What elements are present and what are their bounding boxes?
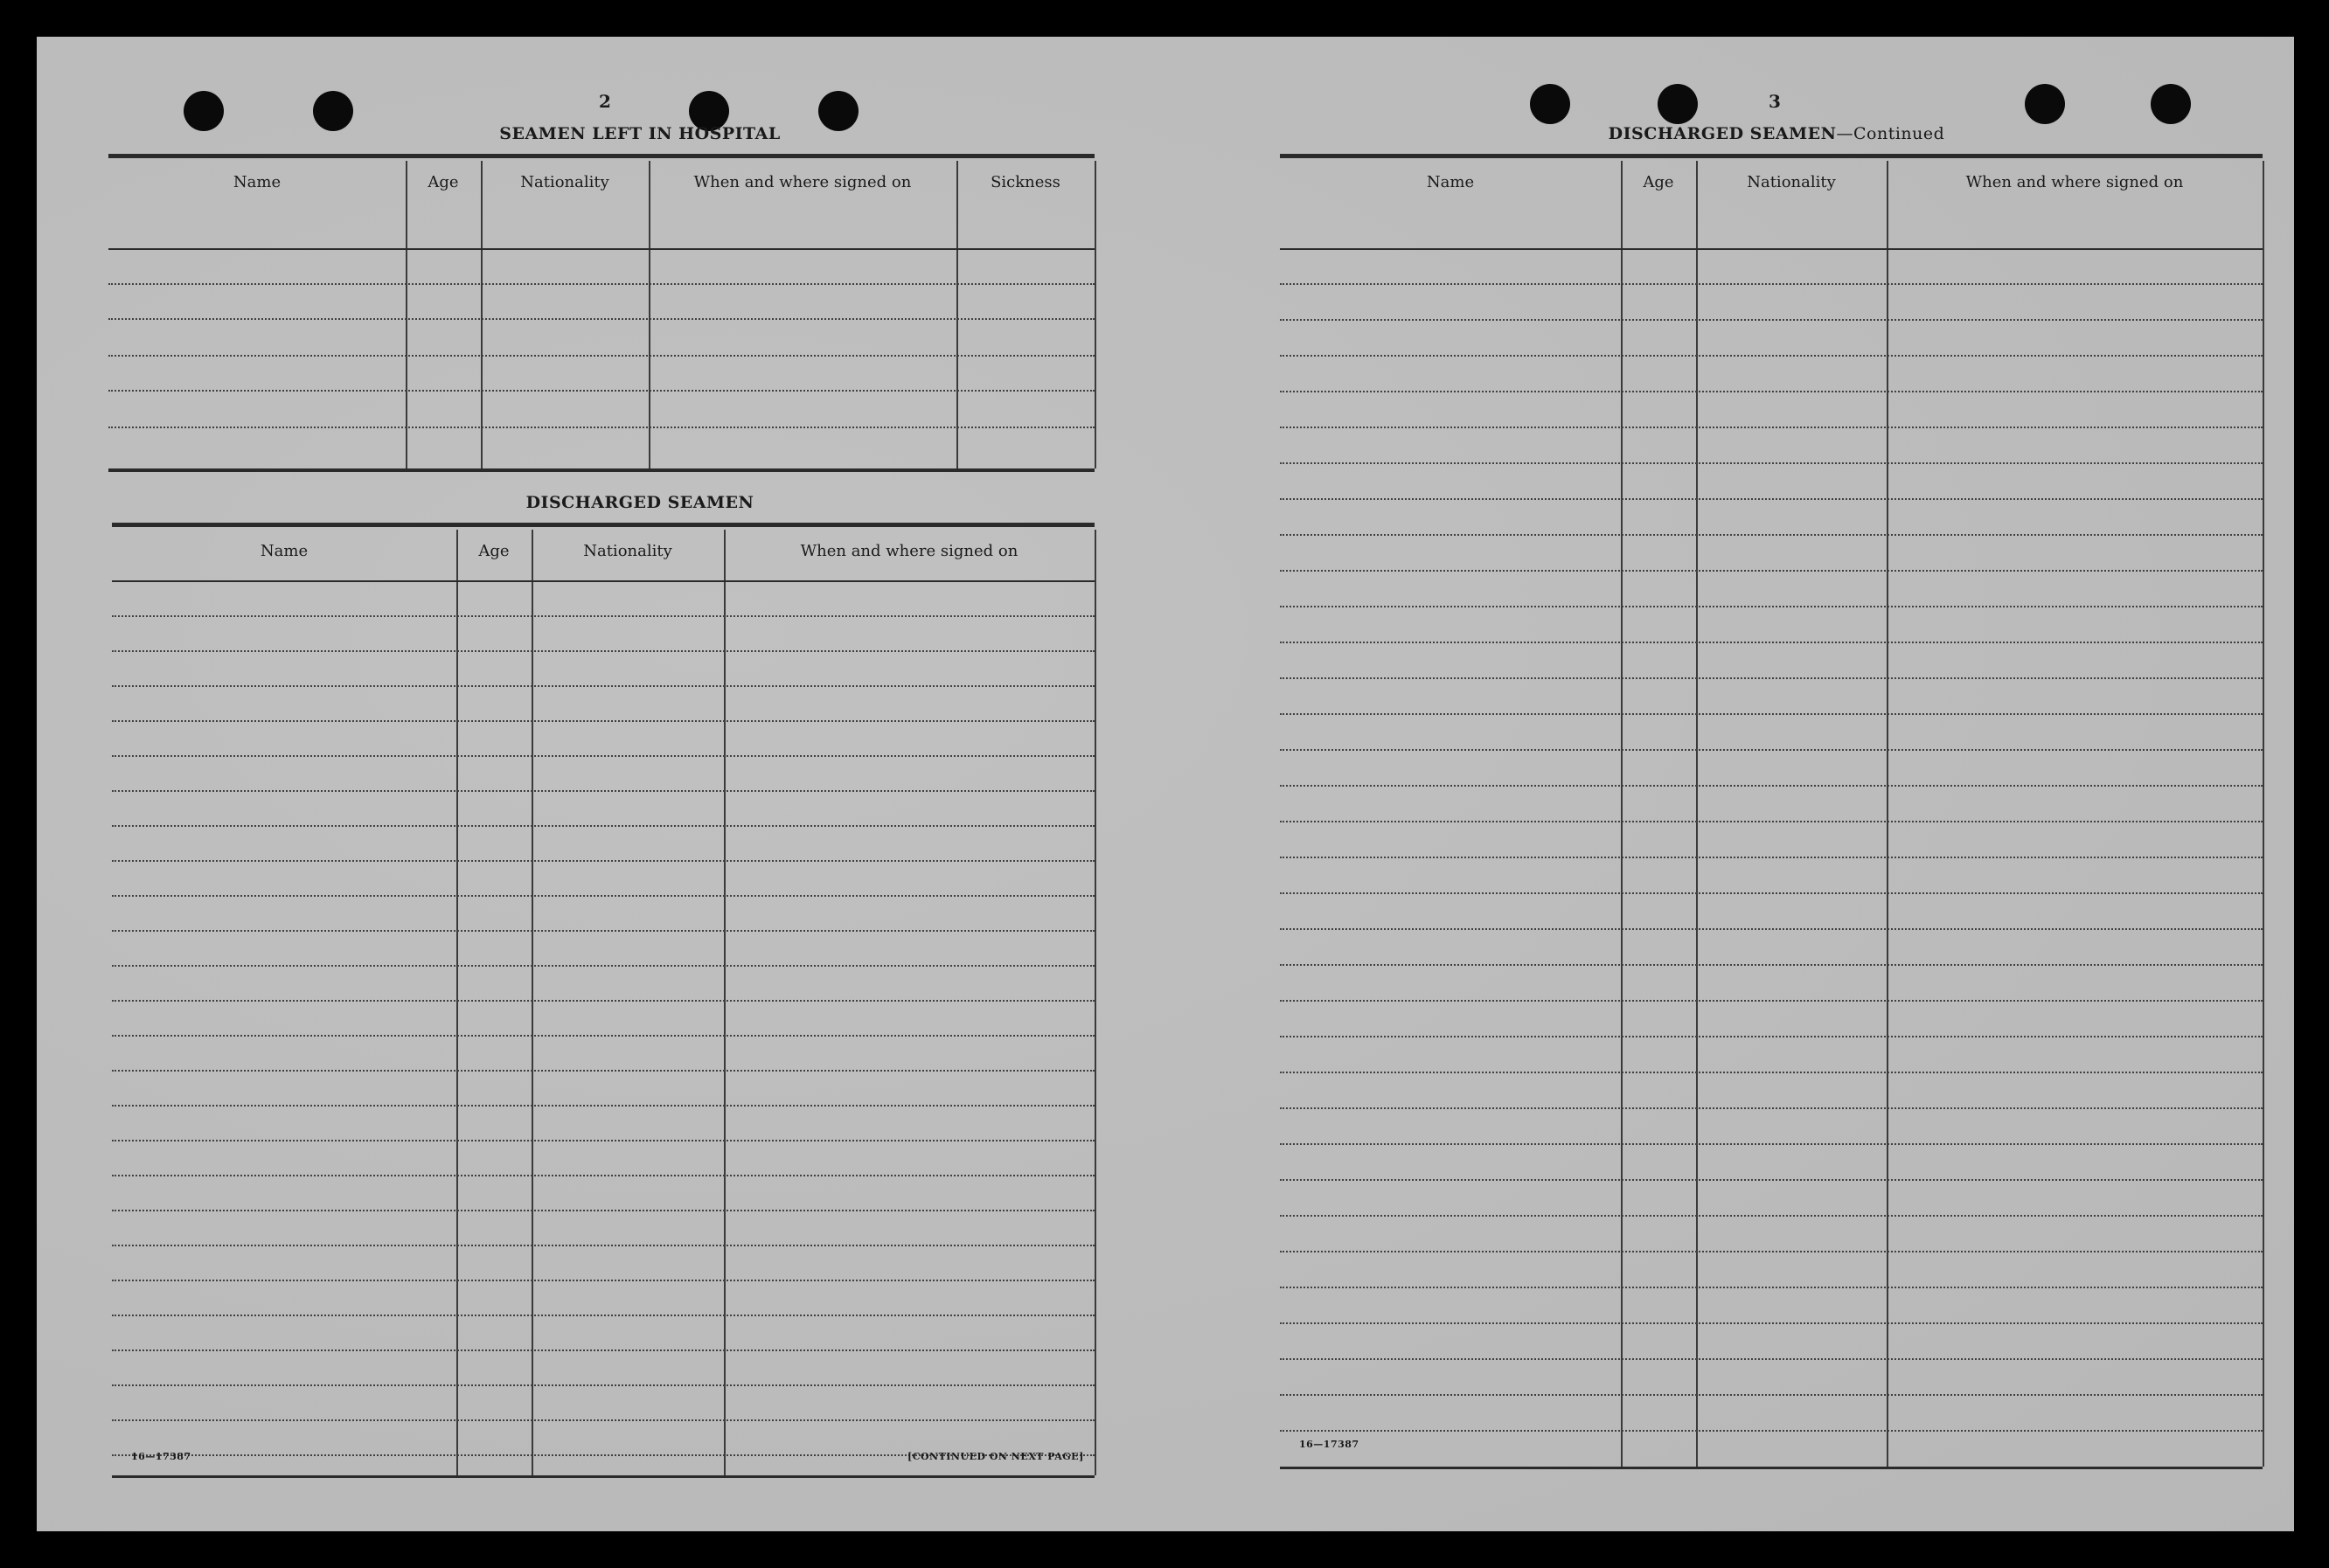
row-line — [1280, 964, 2263, 966]
row-line — [112, 720, 1095, 722]
header-underline — [108, 248, 1095, 250]
left-page — [37, 37, 1173, 1531]
page-number: 2 — [599, 91, 611, 112]
hospital-table — [108, 161, 1095, 468]
row-line — [112, 930, 1095, 932]
row-line — [112, 1384, 1095, 1386]
col-nationality — [1696, 161, 1888, 1467]
col-age — [1621, 161, 1698, 1467]
row-line — [1280, 1358, 2263, 1360]
title-continued: —Continued — [1836, 124, 1945, 143]
row-line — [112, 1035, 1095, 1037]
row-line — [112, 1280, 1095, 1281]
row-line — [1280, 1036, 2263, 1037]
right-page — [1173, 37, 2294, 1531]
document-sheet — [37, 37, 2294, 1531]
row-line — [1280, 642, 2263, 643]
row-line — [1280, 534, 2263, 536]
col-header-nationality: Nationality — [520, 173, 609, 191]
col-header-signed-on: When and where signed on — [800, 542, 1019, 560]
row-line — [112, 1349, 1095, 1351]
row-line — [112, 790, 1095, 792]
col-nationality — [481, 161, 650, 468]
col-header-name: Name — [260, 542, 309, 560]
page-number: 3 — [1769, 91, 1781, 112]
row-line — [1280, 391, 2263, 392]
col-age — [456, 530, 533, 1475]
row-line — [108, 283, 1095, 285]
row-line — [1280, 570, 2263, 572]
col-header-name: Name — [233, 173, 282, 191]
hospital-top-rule — [108, 154, 1095, 158]
hospital-section-title: SEAMEN LEFT IN HOSPITAL — [499, 124, 781, 143]
col-header-nationality: Nationality — [583, 542, 672, 560]
row-line — [112, 615, 1095, 617]
row-line — [112, 1105, 1095, 1107]
row-line — [1280, 498, 2263, 500]
header-underline — [112, 580, 1095, 582]
row-line — [1280, 749, 2263, 751]
discharged-continued-table — [1280, 161, 2263, 1467]
top-rule — [1280, 154, 2263, 158]
row-line — [1280, 1143, 2263, 1145]
col-name — [1280, 161, 1623, 1467]
row-line — [1280, 606, 2263, 607]
row-line — [1280, 1430, 2263, 1432]
row-line — [108, 318, 1095, 320]
row-line — [112, 965, 1095, 967]
hospital-bottom-rule — [108, 468, 1095, 472]
row-line — [112, 650, 1095, 652]
row-line — [112, 1070, 1095, 1072]
col-name — [112, 530, 458, 1475]
row-line — [112, 1175, 1095, 1176]
header-underline — [1280, 248, 2263, 250]
col-age — [406, 161, 483, 468]
row-line — [1280, 462, 2263, 464]
row-line — [1280, 928, 2263, 930]
form-number: 16—17387 — [1299, 1439, 1359, 1450]
row-line — [1280, 1322, 2263, 1324]
row-line — [1280, 677, 2263, 679]
form-number: 16—17387 — [131, 1451, 191, 1462]
col-header-sickness: Sickness — [991, 173, 1060, 191]
col-signed-on — [724, 530, 1096, 1475]
col-header-age: Age — [1643, 173, 1674, 191]
row-line — [1280, 1215, 2263, 1217]
col-sickness — [956, 161, 1096, 468]
row-line — [1280, 355, 2263, 357]
row-line — [1280, 1072, 2263, 1073]
continued-note: [CONTINUED ON NEXT PAGE] — [907, 1451, 1084, 1462]
discharged-continued-title — [1444, 124, 2109, 143]
col-header-signed-on: When and where signed on — [1965, 173, 2184, 191]
row-line — [112, 1315, 1095, 1316]
row-line — [108, 427, 1095, 428]
row-line — [108, 390, 1095, 392]
row-line — [1280, 1251, 2263, 1252]
col-header-name: Name — [1426, 173, 1475, 191]
col-header-signed-on: When and where signed on — [693, 173, 912, 191]
row-line — [1280, 1179, 2263, 1181]
col-header-age: Age — [478, 542, 510, 560]
row-line — [112, 1419, 1095, 1421]
row-line — [1280, 1000, 2263, 1002]
row-line — [1280, 1287, 2263, 1288]
row-line — [1280, 319, 2263, 321]
row-line — [1280, 857, 2263, 858]
row-line — [1280, 427, 2263, 428]
row-line — [112, 1000, 1095, 1002]
col-signed-on — [1887, 161, 2264, 1467]
row-line — [108, 355, 1095, 357]
row-line — [1280, 785, 2263, 787]
discharged-top-rule — [112, 523, 1095, 527]
col-name — [108, 161, 407, 468]
row-line — [1280, 713, 2263, 715]
row-line — [1280, 892, 2263, 894]
row-line — [1280, 283, 2263, 285]
col-header-nationality: Nationality — [1747, 173, 1836, 191]
row-line — [112, 755, 1095, 757]
discharged-table — [112, 530, 1095, 1475]
row-line — [1280, 821, 2263, 822]
row-line — [112, 895, 1095, 897]
row-line — [1280, 1394, 2263, 1396]
discharged-bottom-rule — [112, 1475, 1095, 1478]
row-line — [1280, 1107, 2263, 1109]
row-line — [112, 825, 1095, 827]
row-line — [112, 1140, 1095, 1141]
row-line — [112, 1210, 1095, 1211]
row-line — [112, 685, 1095, 687]
col-signed-on — [649, 161, 958, 468]
bottom-rule — [1280, 1467, 2263, 1469]
col-header-age: Age — [428, 173, 459, 191]
col-nationality — [532, 530, 726, 1475]
row-line — [112, 860, 1095, 862]
title-main: DISCHARGED SEAMEN — [1608, 124, 1837, 143]
row-line — [112, 1245, 1095, 1246]
discharged-section-title: DISCHARGED SEAMEN — [525, 493, 754, 512]
